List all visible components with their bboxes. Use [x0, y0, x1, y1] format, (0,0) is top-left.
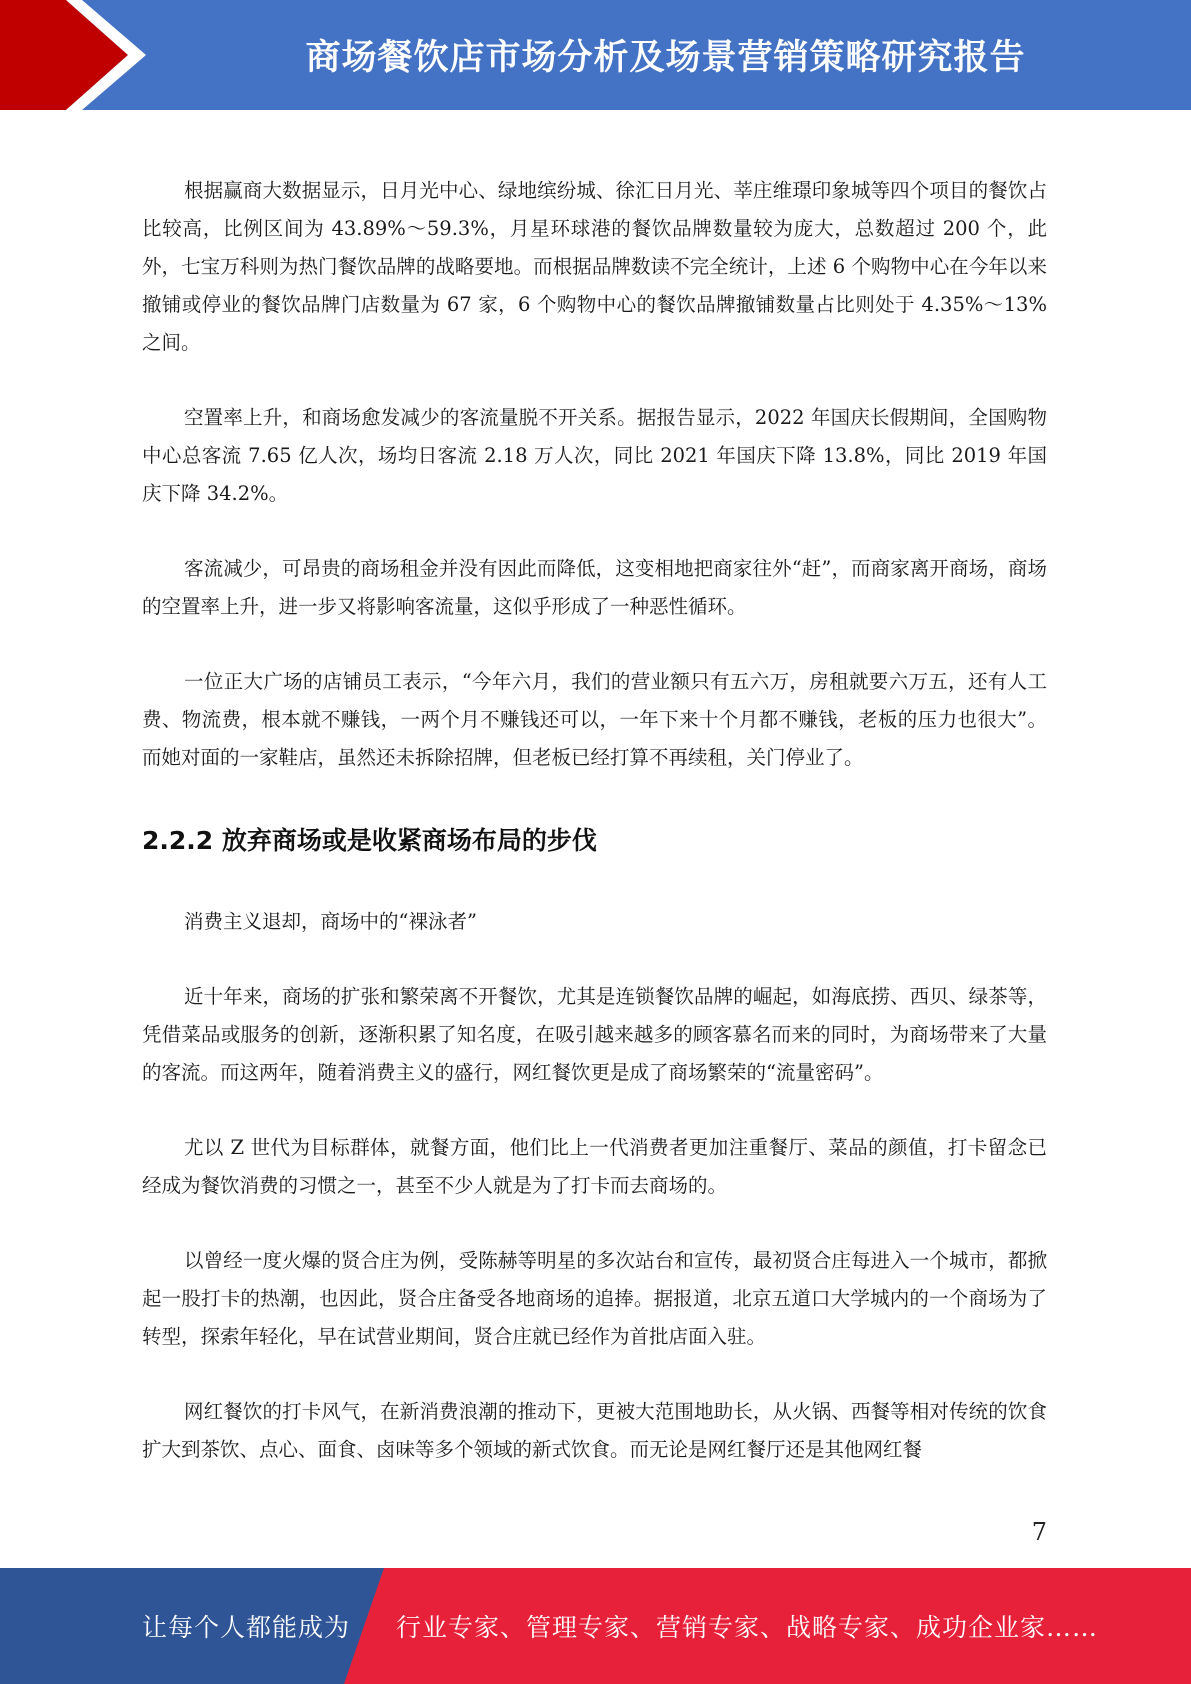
page-header: [0, 0, 1191, 110]
report-title: 商场餐饮店市场分析及场景营销策略研究报告: [305, 38, 1026, 78]
body-paragraph: 以曾经一度火爆的贤合庄为例，受陈赫等明星的多次站台和宣传，最初贤合庄每进入一个城市，都掀起一股打卡的热潮，也因此，贤合庄备受各地商场的追捧。据报道，北京五道口大学城内的一个商场为了转型，探索年轻化，早在试营业期间，贤合庄就已经作为首批店面入驻。: [142, 1249, 1047, 1348]
page-footer: [0, 1568, 1191, 1684]
body-paragraph: 客流减少，可昂贵的商场租金并没有因此而降低，这变相地把商家往外“赶”，而商家离开商场，商场的空置率上升，进一步又将影响客流量，这似乎形成了一种恶性循环。: [142, 557, 1047, 618]
body-paragraph: 消费主义退却，商场中的“裸泳者”: [184, 910, 477, 933]
body-paragraph: 网红餐饮的打卡风气，在新消费浪潮的推动下，更被大范围地助长，从火锅、西餐等相对传统的饮食扩大到茶饮、点心、面食、卤味等多个领域的新式饮食。而无论是网红餐厅还是其他网红餐: [142, 1400, 1047, 1461]
body-paragraph: 一位正大广场的店铺员工表示，“今年六月，我们的营业额只有五六万，房租就要六万五，还有人工费、物流费，根本就不赚钱，一两个月不赚钱还可以，一年下来十个月都不赚钱，老板的压力也很大”。而她对面的一家鞋店，虽然还未拆除招牌，但老板已经打算不再续租，关门停业了。: [142, 670, 1047, 769]
body-paragraph: 根据赢商大数据显示，日月光中心、绿地缤纷城、徐汇日月光、莘庄维璟印象城等四个项目的餐饮占比较高，比例区间为 43.89%～59.3%，月星环球港的餐饮品牌数量较为庞大，总数超过 200 个，此外，七宝万科则为热门餐饮品牌的战略要地。而根据品牌数读不完全统计，上述 6 个购物中心在今年以来撤铺或停业的餐饮品牌门店数量为 67 家，6 个购物中心的餐饮品牌撤铺数量占比则处于 4.35%～13%之间。: [142, 179, 1047, 354]
section-heading: 2.2.2 放弃商场或是收紧商场布局的步伐: [142, 826, 597, 855]
footer-slogan-right: 行业专家、管理专家、营销专家、战略专家、成功企业家……: [396, 1613, 1099, 1642]
body-paragraph: 近十年来，商场的扩张和繁荣离不开餐饮，尤其是连锁餐饮品牌的崛起，如海底捞、西贝、绿茶等，凭借菜品或服务的创新，逐渐积累了知名度，在吸引越来越多的顾客慕名而来的同时，为商场带来了大量的客流。而这两年，随着消费主义的盛行，网红餐饮更是成了商场繁荣的“流量密码”。: [142, 985, 1047, 1084]
body-paragraph: 尤以 Z 世代为目标群体，就餐方面，他们比上一代消费者更加注重餐厅、菜品的颜值，打卡留念已经成为餐饮消费的习惯之一，甚至不少人就是为了打卡而去商场的。: [142, 1136, 1047, 1197]
page-content: [142, 172, 1047, 1469]
body-paragraph: 空置率上升，和商场愈发减少的客流量脱不开关系。据报告显示，2022 年国庆长假期间，全国购物中心总客流 7.65 亿人次，场均日客流 2.18 万人次，同比 2021 年国庆下降 13.8%，同比 2019 年国庆下降 34.2%。: [142, 406, 1047, 505]
header-arrow-decoration: [0, 0, 160, 110]
page-number: 7: [1031, 1518, 1047, 1546]
footer-slogan-left: 让每个人都能成为: [142, 1613, 351, 1642]
